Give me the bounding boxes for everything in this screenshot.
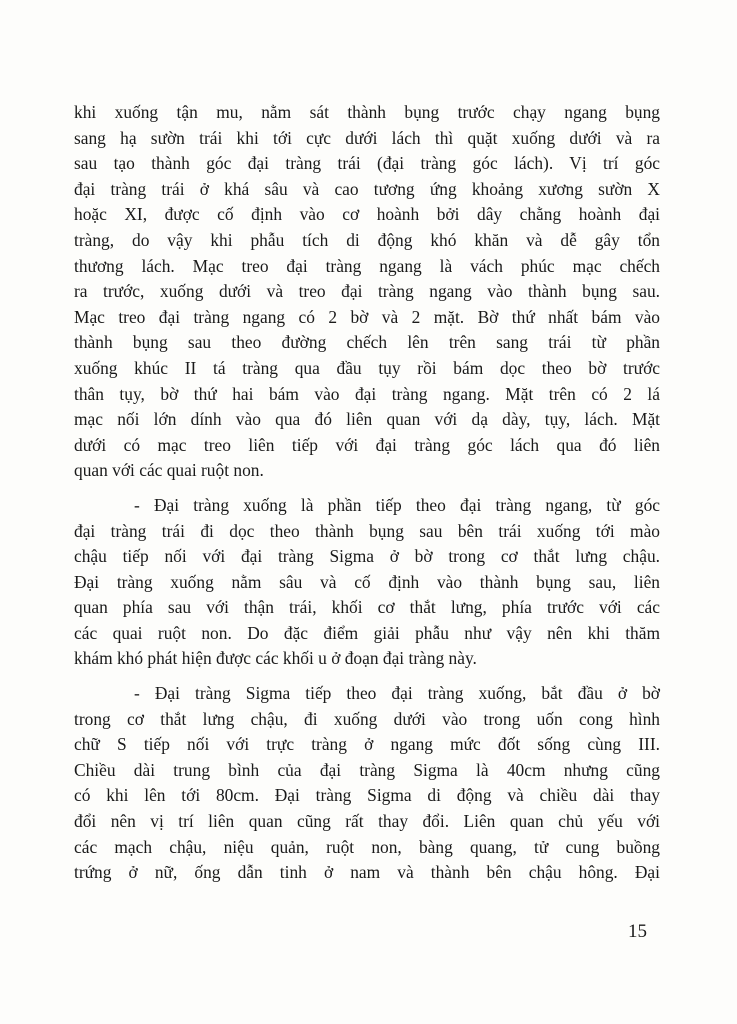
body-text [74, 100, 660, 886]
text-line: thành bụng sau theo đường chếch lên trên sang trái từ phần [74, 332, 660, 353]
text-line: xuống khúc II tá tràng qua đầu tụy rồi bám dọc theo bờ trước [74, 357, 660, 378]
text-line: - Đại tràng xuống là phần tiếp theo đại tràng ngang, từ góc [134, 494, 660, 515]
text-line: Chiều dài trung bình của đại tràng Sigma là 40cm nhưng cũng [74, 759, 660, 780]
text-line: Mạc treo đại tràng ngang có 2 bờ và 2 mặt. Bờ thứ nhất bám vào [74, 306, 660, 327]
text-line: các mạch chậu, niệu quản, ruột non, bàng quang, tử cung buồng [74, 836, 660, 857]
text-line: tràng, do vậy khi phẫu tích di động khó khăn và dễ gây tổn [74, 229, 660, 250]
text-line: thương lách. Mạc treo đại tràng ngang là vách phúc mạc chếch [74, 255, 660, 276]
text-line: có khi lên tới 80cm. Đại tràng Sigma di động và chiều dài thay [74, 785, 660, 806]
text-line: hoặc XI, được cố định vào cơ hoành bởi dây chằng hoành đại [74, 204, 660, 225]
text-line: Đại tràng xuống nằm sâu và cố định vào thành bụng sau, liên [74, 571, 660, 592]
paragraph-gap [74, 672, 660, 681]
text-line: dưới có mạc treo liên tiếp với đại tràng góc lách qua đó liên [74, 434, 660, 455]
text-line: trứng ở nữ, ống dẫn tinh ở nam và thành bên chậu hông. Đại [74, 862, 660, 883]
text-line: ra trước, xuống dưới và treo đại tràng ngang vào thành bụng sau. [74, 281, 660, 302]
text-line: đại tràng trái đi dọc theo thành bụng sau bên trái xuống tới mào [74, 520, 660, 541]
text-line: chậu tiếp nối với đại tràng Sigma ở bờ trong cơ thắt lưng chậu. [74, 546, 660, 567]
paragraph [74, 493, 660, 672]
text-line: đổi nên vị trí liên quan cũng rất thay đổi. Liên quan chủ yếu với [74, 811, 660, 832]
text-line: thân tụy, bờ thứ hai bám vào đại tràng ngang. Mặt trên có 2 lá [74, 383, 660, 404]
paragraph [74, 100, 660, 484]
text-line: khi xuống tận mu, nằm sát thành bụng trước chạy ngang bụng [74, 102, 660, 122]
text-line: sau tạo thành góc đại tràng trái (đại tràng góc lách). Vị trí góc [74, 153, 660, 174]
page-number: 15 [628, 921, 647, 942]
text-line: trong cơ thắt lưng chậu, đi xuống dưới vào trong uốn cong hình [74, 708, 660, 729]
text-line: đại tràng trái ở khá sâu và cao tương ứng khoảng xương sườn X [74, 178, 660, 199]
text-line: - Đại tràng Sigma tiếp theo đại tràng xuống, bắt đầu ở bờ [134, 683, 660, 704]
paragraph [74, 681, 660, 886]
text-line: các quai ruột non. Do đặc điểm giải phẫu như vậy nên khi thăm [74, 622, 660, 643]
text-line: sang hạ sườn trái khi tới cực dưới lách thì quặt xuống dưới và ra [74, 127, 660, 148]
text-line: khám khó phát hiện được các khối u ở đoạn đại tràng này. [74, 648, 477, 669]
paragraph-gap [74, 484, 660, 493]
text-line: quan với các quai ruột non. [74, 460, 264, 481]
text-line: mạc nối lớn dính vào qua đó liên quan với dạ dày, tụy, lách. Mặt [74, 409, 660, 430]
text-line: chữ S tiếp nối với trực tràng ở ngang mức đốt sống cùng III. [74, 734, 660, 755]
text-line: quan phía sau với thận trái, khối cơ thắt lưng, phía trước với các [74, 597, 660, 618]
